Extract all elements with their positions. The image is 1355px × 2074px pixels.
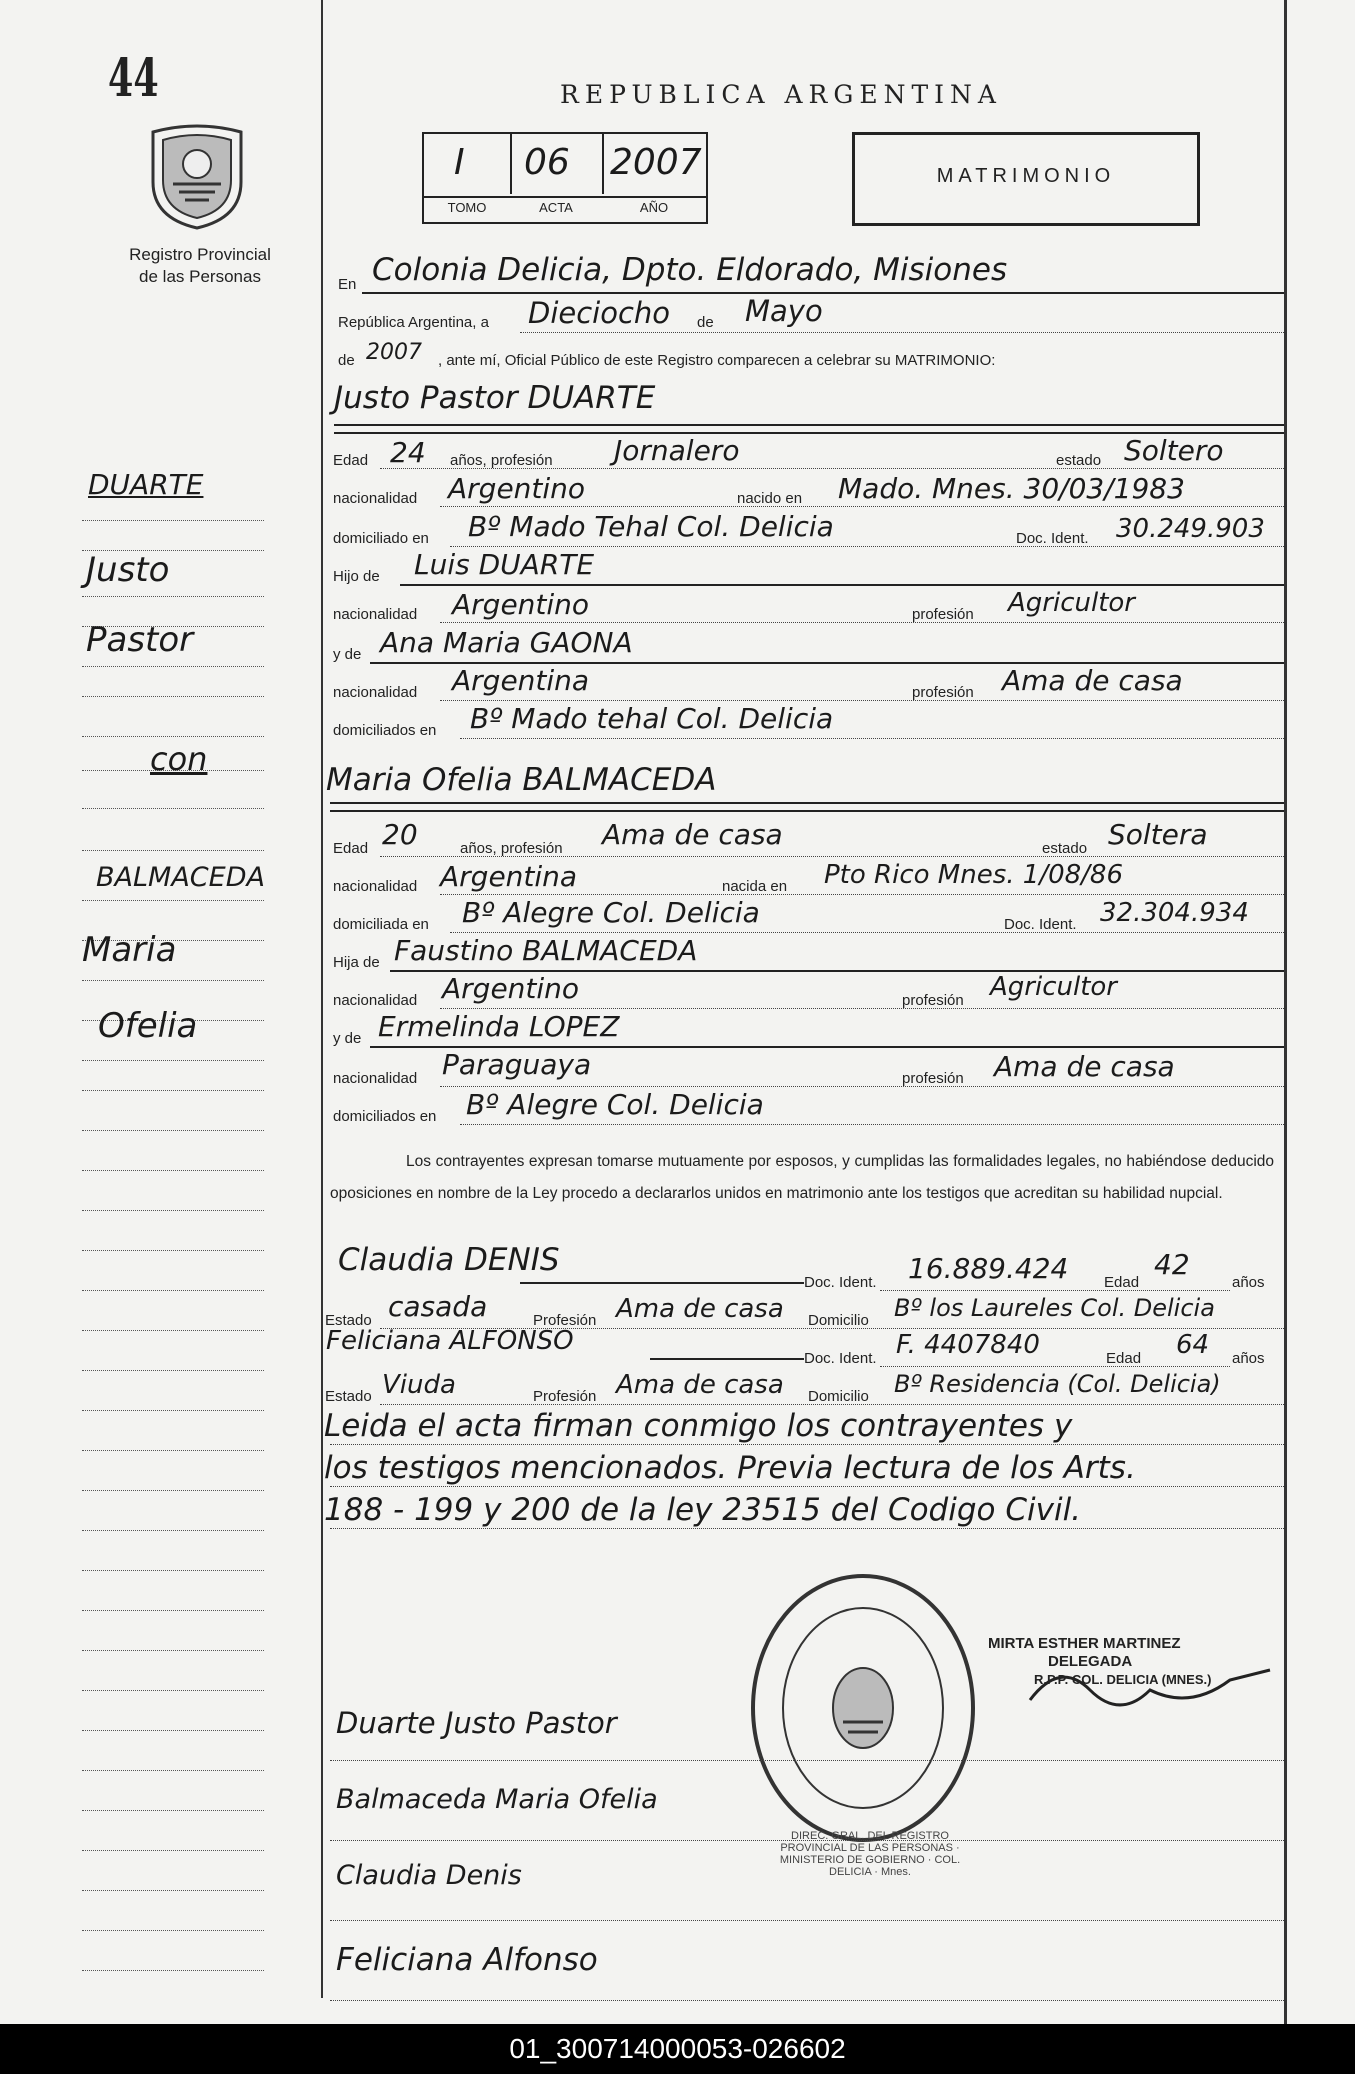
tomo-value: I [454,142,465,183]
witness-2-edad-label: Edad [1106,1350,1142,1367]
groom-nacido-label: nacido en [737,490,803,507]
declaration-text: Los contrayentes expresan tomarse mutuamente por esposos, y cumplidas las formalidades legales, no habiéndose deducido oposiciones en nombre de la Ley procedo a declararlos unidos en matrimonio ante los testigos que acreditan su habilidad nupcial. [330,1153,1274,1202]
groom-profession: Jornalero [614,434,740,467]
bride-birthplace: Pto Rico Mnes. 1/08/86 [824,860,1124,890]
registry-name [80,244,320,288]
groom-mother-prof-label: profesión [912,684,974,701]
margin-groom-name-2: Pastor [86,620,194,660]
signature-witness-2: Feliciana Alfonso [336,1942,598,1978]
signature-groom: Duarte Justo Pastor [336,1706,617,1740]
witness-2-name: Feliciana ALFONSO [326,1326,574,1356]
witness-1-prof-label: Profesión [533,1312,597,1329]
witness-2-profession: Ama de casa [616,1370,784,1400]
bride-father-profession: Agricultor [990,972,1117,1002]
groom-domiciliado-label: domiciliado en [333,530,429,547]
witness-2-doc: F. 4407840 [896,1330,1040,1360]
month-value: Mayo [745,294,823,328]
country-header: REPUBLICA ARGENTINA [560,80,1002,109]
closing-line-2: los testigos mencionados. Previa lectura de los Arts. [324,1450,1136,1486]
bride-profession: Ama de casa [602,818,783,851]
bride-yde-label: y de [333,1030,362,1047]
bride-mother-nationality: Paraguaya [442,1048,592,1081]
groom-address: Bº Mado Tehal Col. Delicia [468,510,834,543]
bride-nacida-label: nacida en [722,878,788,895]
witness-2-civil-status: Viuda [382,1370,456,1400]
bride-address: Bº Alegre Col. Delicia [462,896,760,929]
groom-mother: Ana Maria GAONA [380,626,633,659]
margin-divider [321,0,323,1998]
groom-parents-dom-label: domiciliados en [333,722,437,739]
groom-birthplace: Mado. Mnes. 30/03/1983 [838,472,1185,505]
groom-edad-label: Edad [333,452,369,469]
margin-bride-name-2: Ofelia [98,1006,198,1046]
bride-anos-label: años, profesión [460,840,563,857]
de-label: de [697,314,714,331]
right-margin-rule [1284,0,1287,2024]
groom-nationality: Argentino [448,472,586,505]
groom-father-nationality: Argentino [452,588,590,621]
republica-label: República Argentina, a [338,314,489,331]
witness-1-doc-label: Doc. Ident. [804,1274,877,1291]
bride-father-prof-label: profesión [902,992,964,1009]
bride-mother-nac-label: nacionalidad [333,1070,418,1087]
witness-1-doc: 16.889.424 [908,1252,1069,1285]
witness-1-age: 42 [1154,1248,1190,1281]
groom-doc: 30.249.903 [1116,514,1265,544]
bride-father-nationality: Argentino [442,972,580,1005]
document-id-footer: 01_300714000053-026602 [0,2024,1355,2074]
ano-label: AÑO [639,200,669,215]
groom-age: 24 [390,436,426,469]
witness-1-estado-label: Estado [325,1312,372,1329]
witness-2-estado-label: Estado [325,1388,372,1405]
bride-domiciliada-label: domiciliada en [333,916,429,933]
groom-father-nac-label: nacionalidad [333,606,418,623]
bride-doc-label: Doc. Ident. [1004,916,1077,933]
groom-nacionalidad-label: nacionalidad [333,490,418,507]
margin-bride-surname: BALMACEDA [96,862,265,893]
groom-estado-label: estado [1056,452,1102,469]
witness-1-anos-label: años [1232,1274,1265,1291]
witness-2-doc-label: Doc. Ident. [804,1350,877,1367]
bride-doc: 32.304.934 [1100,898,1249,928]
year-value: 2007 [366,340,422,365]
groom-father-profession: Agricultor [1008,588,1135,618]
bride-father-nac-label: nacionalidad [333,992,418,1009]
intro-text: , ante mí, Oficial Público de este Registro comparecen a celebrar su MATRIMONIO: [438,352,996,369]
witness-2-address: Bº Residencia (Col. Delicia) [894,1370,1221,1398]
ano-value: 2007 [610,142,702,183]
witness-1-profession: Ama de casa [616,1294,784,1324]
bride-full-name: Maria Ofelia BALMACEDA [326,762,717,798]
place-value: Colonia Delicia, Dpto. Eldorado, Misiones [372,252,1008,288]
groom-father-prof-label: profesión [912,606,974,623]
official-signature-icon [1000,1650,1280,1730]
provincial-seal-icon [145,122,249,230]
witness-2-age: 64 [1176,1330,1210,1360]
bride-parents-address: Bº Alegre Col. Delicia [466,1088,764,1121]
groom-civil-status: Soltero [1124,434,1224,467]
registry-line-2: de las Personas [139,267,261,286]
groom-anos-label: años, profesión [450,452,553,469]
margin-bride-name-1: Maria [82,930,177,970]
groom-doc-label: Doc. Ident. [1016,530,1089,547]
bride-nationality: Argentina [440,860,578,893]
acta-value: 06 [524,142,570,183]
official-title: DELEGADA [1048,1653,1133,1670]
closing-line-3: 188 - 199 y 200 de la ley 23515 del Codigo Civil. [324,1492,1082,1528]
bride-parents-dom-label: domiciliados en [333,1108,437,1125]
record-type-box [852,132,1200,226]
groom-mother-nationality: Argentina [452,664,590,697]
bride-mother-prof-label: profesión [902,1070,964,1087]
groom-father: Luis DUARTE [414,548,595,581]
witness-1-civil-status: casada [388,1290,488,1323]
margin-groom-name-1: Justo [86,550,170,590]
witness-2-prof-label: Profesión [533,1388,597,1405]
official-stamp [748,1572,978,1844]
stamp-text: DIREC. GRAL. DEL REGISTRO PROVINCIAL DE LAS PERSONAS · MINISTERIO DE GOBIERNO · COL. DELICIA · Mnes. [779,1830,961,1878]
registry-line-1: Registro Provincial [129,245,271,264]
tomo-label: TOMO [447,200,487,215]
bride-age: 20 [382,818,418,851]
en-label: En [338,276,357,293]
groom-parents-address: Bº Mado tehal Col. Delicia [470,702,834,735]
bride-mother: Ermelinda LOPEZ [378,1010,620,1043]
signature-witness-1: Claudia Denis [336,1860,522,1891]
bride-civil-status: Soltera [1108,818,1208,851]
official-name: MIRTA ESTHER MARTINEZ [988,1635,1181,1652]
closing-line-1: Leida el acta firman conmigo los contrayentes y [324,1408,1073,1444]
tomo-acta-box [422,132,708,224]
witness-1-edad-label: Edad [1104,1274,1140,1291]
groom-hijo-label: Hijo de [333,568,380,585]
day-value: Dieciocho [528,296,671,330]
record-type: MATRIMONIO [936,165,1116,187]
page-number: 44 [108,48,159,109]
witness-1-address: Bº los Laureles Col. Delicia [894,1294,1215,1322]
bride-nacionalidad-label: nacionalidad [333,878,418,895]
groom-mother-nac-label: nacionalidad [333,684,418,701]
signature-bride: Balmaceda Maria Ofelia [336,1784,658,1815]
witness-2-dom-label: Domicilio [808,1388,869,1405]
margin-groom-surname: DUARTE [88,468,204,501]
bride-father: Faustino BALMACEDA [394,934,698,967]
bride-edad-label: Edad [333,840,369,857]
witness-2-anos-label: años [1232,1350,1265,1367]
witness-1-dom-label: Domicilio [808,1312,869,1329]
bride-estado-label: estado [1042,840,1088,857]
groom-yde-label: y de [333,646,362,663]
groom-full-name: Justo Pastor DUARTE [334,380,656,416]
official-office: R.P.P. COL. DELICIA (MNES.) [1034,1672,1212,1687]
margin-connector: con [150,740,208,778]
acta-label: ACTA [539,200,573,215]
bride-hija-label: Hija de [333,954,380,971]
groom-mother-profession: Ama de casa [1002,664,1183,697]
bride-mother-profession: Ama de casa [994,1050,1175,1083]
de-year-label: de [338,352,355,369]
witness-1-name: Claudia DENIS [338,1242,560,1278]
